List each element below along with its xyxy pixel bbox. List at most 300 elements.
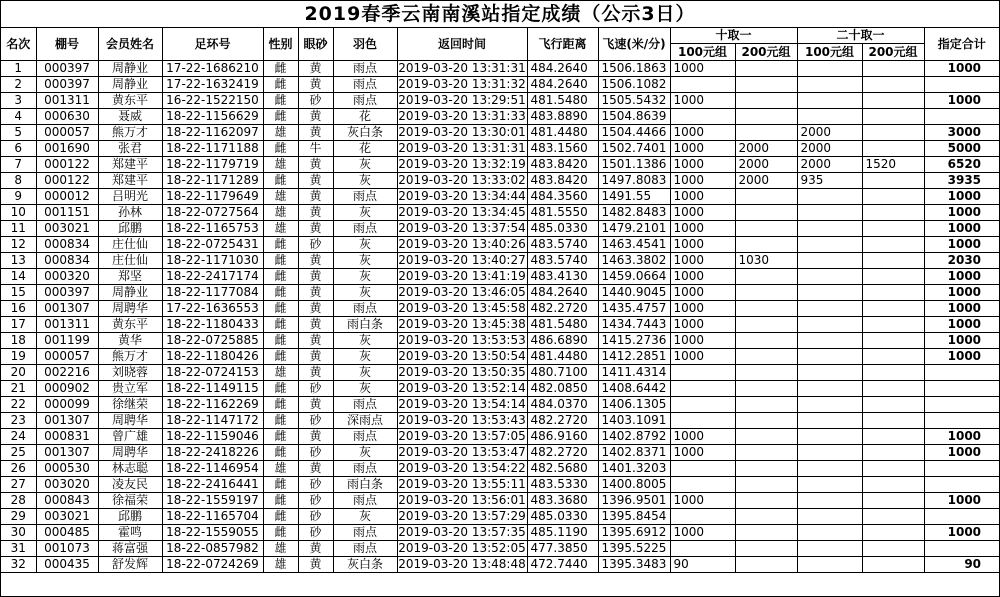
- total-cell: 1000: [924, 525, 999, 541]
- shed-cell: 001073: [36, 541, 98, 557]
- total-cell: [924, 509, 999, 525]
- sex-cell: 雌: [263, 349, 298, 365]
- g10-100-cell: 90: [670, 557, 735, 573]
- return-time-cell: 2019-03-20 13:40:27: [398, 253, 526, 267]
- g10-100-cell: [670, 365, 735, 381]
- shed-cell: 000320: [36, 269, 98, 285]
- rank-cell: 4: [1, 109, 36, 125]
- rank-cell: 24: [1, 429, 36, 445]
- rank-cell: 30: [1, 525, 36, 541]
- g10-200-cell: [735, 205, 797, 221]
- g10-100-cell: [670, 109, 735, 125]
- ring-number-cell: 18-22-1180426: [162, 349, 263, 365]
- feather-color-cell: 雨点: [333, 461, 397, 477]
- g10-200-cell: [735, 477, 797, 493]
- speed-cell: 1395.8454: [598, 509, 670, 525]
- sex-cell: 雌: [263, 333, 298, 349]
- distance-cell: 484.2640: [527, 285, 598, 301]
- rank-cell: 3: [1, 93, 36, 109]
- g20-200-cell: [862, 349, 924, 365]
- feather-color-cell: 灰白条: [333, 557, 397, 573]
- table-row: [1, 381, 999, 397]
- g10-100-cell: 1000: [670, 333, 735, 349]
- return-time-cell: 2019-03-20 13:31:33: [398, 109, 526, 123]
- rank-cell: 2: [1, 77, 36, 93]
- rank-cell: 20: [1, 365, 36, 381]
- ring-number-cell: 18-22-0725431: [162, 237, 263, 253]
- rank-cell: 25: [1, 445, 36, 461]
- g10-200-cell: [735, 189, 797, 205]
- member-name-cell: 孙林: [98, 205, 162, 221]
- eye-cell: 黄: [298, 269, 333, 285]
- total-cell: [924, 77, 999, 93]
- table-row: [1, 541, 999, 557]
- return-time-cell: 2019-03-20 13:50:54: [398, 349, 526, 363]
- g10-200-cell: [735, 125, 797, 141]
- feather-color-cell: 灰: [333, 173, 397, 189]
- return-time-cell: 2019-03-20 13:57:29: [398, 509, 526, 523]
- g20-100-cell: [797, 237, 862, 253]
- sex-cell: 雌: [263, 93, 298, 109]
- shed-cell: 000122: [36, 173, 98, 189]
- total-cell: 1000: [924, 333, 999, 349]
- shed-cell: 000831: [36, 429, 98, 445]
- header-group-10: 十取一: [670, 28, 797, 44]
- feather-color-cell: 灰: [333, 285, 397, 301]
- g10-200-cell: [735, 493, 797, 509]
- g10-200-cell: [735, 301, 797, 317]
- total-cell: 2030: [924, 253, 999, 269]
- g10-200-cell: [735, 381, 797, 397]
- header-shed: 棚号: [36, 28, 98, 61]
- return-time-cell: 2019-03-20 13:48:48: [398, 557, 526, 571]
- speed-cell: 1506.1863: [598, 61, 670, 77]
- shed-cell: 001307: [36, 413, 98, 429]
- distance-cell: 477.3850: [527, 541, 598, 557]
- g10-100-cell: 1000: [670, 493, 735, 509]
- g10-100-cell: 1000: [670, 61, 735, 77]
- speed-cell: 1395.3483: [598, 557, 670, 573]
- g20-100-cell: [797, 285, 862, 301]
- total-cell: [924, 477, 999, 493]
- g20-200-cell: [862, 317, 924, 333]
- g20-100-cell: 2000: [797, 125, 862, 141]
- g10-100-cell: 1000: [670, 189, 735, 205]
- sex-cell: 雌: [263, 477, 298, 493]
- speed-cell: 1435.4757: [598, 301, 670, 317]
- g10-200-cell: [735, 333, 797, 349]
- g20-100-cell: [797, 493, 862, 509]
- g10-200-cell: 2000: [735, 173, 797, 189]
- g20-100-cell: [797, 365, 862, 381]
- feather-color-cell: 雨点: [333, 493, 397, 509]
- g10-200-cell: [735, 93, 797, 109]
- g10-200-cell: [735, 237, 797, 253]
- ring-number-cell: 18-22-1146954: [162, 461, 263, 477]
- total-cell: 5000: [924, 141, 999, 157]
- rank-cell: 29: [1, 509, 36, 525]
- eye-cell: 砂: [298, 445, 333, 461]
- return-time-cell: 2019-03-20 13:31:32: [398, 77, 526, 91]
- table-row: [1, 525, 999, 541]
- table-row: [1, 285, 999, 301]
- speed-cell: 1463.4541: [598, 237, 670, 253]
- shed-cell: 001311: [36, 317, 98, 333]
- header-g20-200: 200元组: [862, 44, 924, 61]
- g10-100-cell: 1000: [670, 173, 735, 189]
- g10-100-cell: 1000: [670, 237, 735, 253]
- g20-100-cell: [797, 413, 862, 429]
- speed-cell: 1395.5225: [598, 541, 670, 557]
- return-time-cell: 2019-03-20 13:32:19: [398, 157, 526, 171]
- rank-cell: 5: [1, 125, 36, 141]
- g10-200-cell: [735, 525, 797, 541]
- eye-cell: 砂: [298, 93, 333, 109]
- shed-cell: 002216: [36, 365, 98, 381]
- g10-100-cell: 1000: [670, 253, 735, 269]
- eye-cell: 黄: [298, 285, 333, 301]
- feather-color-cell: 灰: [333, 157, 397, 173]
- sex-cell: 雌: [263, 429, 298, 445]
- sex-cell: 雌: [263, 109, 298, 125]
- shed-cell: 001307: [36, 301, 98, 317]
- rank-cell: 32: [1, 557, 36, 573]
- rank-cell: 14: [1, 269, 36, 285]
- rank-cell: 6: [1, 141, 36, 157]
- return-time-cell: 2019-03-20 13:50:35: [398, 365, 526, 379]
- speed-cell: 1434.7443: [598, 317, 670, 333]
- return-time-cell: 2019-03-20 13:31:31: [398, 61, 526, 75]
- distance-cell: 481.5480: [527, 93, 598, 109]
- shed-cell: 003021: [36, 221, 98, 237]
- feather-color-cell: 灰白条: [333, 125, 397, 141]
- shed-cell: 000012: [36, 189, 98, 205]
- distance-cell: 483.5740: [527, 237, 598, 253]
- g20-100-cell: [797, 189, 862, 205]
- member-name-cell: 庄仕仙: [98, 253, 162, 269]
- member-name-cell: 霍鸣: [98, 525, 162, 541]
- g20-200-cell: [862, 205, 924, 221]
- header-member: 会员姓名: [98, 28, 162, 61]
- sex-cell: 雌: [263, 397, 298, 413]
- g10-200-cell: [735, 557, 797, 573]
- speed-cell: 1408.6442: [598, 381, 670, 397]
- shed-cell: 000435: [36, 557, 98, 573]
- speed-cell: 1501.1386: [598, 157, 670, 173]
- g20-200-cell: [862, 445, 924, 461]
- g10-200-cell: [735, 541, 797, 557]
- table-row: [1, 141, 999, 157]
- g10-100-cell: 1000: [670, 157, 735, 173]
- eye-cell: 黄: [298, 109, 333, 125]
- feather-color-cell: 灰: [333, 269, 397, 285]
- distance-cell: 483.4130: [527, 269, 598, 285]
- ring-number-cell: 18-22-0857982: [162, 541, 263, 557]
- g10-200-cell: [735, 461, 797, 477]
- distance-cell: 482.2720: [527, 445, 598, 461]
- feather-color-cell: 雨点: [333, 541, 397, 557]
- g20-200-cell: [862, 269, 924, 285]
- shed-cell: 000630: [36, 109, 98, 125]
- ring-number-cell: 18-22-0727564: [162, 205, 263, 221]
- eye-cell: 砂: [298, 413, 333, 429]
- total-cell: 1000: [924, 61, 999, 77]
- speed-cell: 1491.55: [598, 189, 670, 205]
- ring-number-cell: 18-22-2416441: [162, 477, 263, 493]
- eye-cell: 黄: [298, 125, 333, 141]
- eye-cell: 牛: [298, 141, 333, 157]
- g10-200-cell: [735, 429, 797, 445]
- shed-cell: 000834: [36, 237, 98, 253]
- sex-cell: 雌: [263, 173, 298, 189]
- shed-cell: 003021: [36, 509, 98, 525]
- rank-cell: 28: [1, 493, 36, 509]
- g10-200-cell: [735, 221, 797, 237]
- distance-cell: 483.5330: [527, 477, 598, 493]
- shed-cell: 000397: [36, 285, 98, 301]
- rank-cell: 31: [1, 541, 36, 557]
- g20-100-cell: [797, 541, 862, 557]
- ring-number-cell: 17-22-1632419: [162, 77, 263, 93]
- distance-cell: 485.0330: [527, 221, 598, 237]
- table-row: [1, 333, 999, 349]
- g20-100-cell: 2000: [797, 157, 862, 173]
- shed-cell: 001690: [36, 141, 98, 157]
- sex-cell: 雌: [263, 493, 298, 509]
- results-body: [1, 61, 999, 573]
- total-cell: [924, 413, 999, 429]
- feather-color-cell: 灰: [333, 445, 397, 461]
- return-time-cell: 2019-03-20 13:33:02: [398, 173, 526, 187]
- return-time-cell: 2019-03-20 13:53:53: [398, 333, 526, 347]
- table-row: [1, 93, 999, 109]
- total-cell: 1000: [924, 429, 999, 445]
- return-time-cell: 2019-03-20 13:34:45: [398, 205, 526, 219]
- sex-cell: 雄: [263, 541, 298, 557]
- member-name-cell: 曾广雄: [98, 429, 162, 445]
- eye-cell: 黄: [298, 333, 333, 349]
- table-row: [1, 221, 999, 237]
- table-row: [1, 349, 999, 365]
- g10-100-cell: 1000: [670, 205, 735, 221]
- g20-100-cell: [797, 77, 862, 93]
- distance-cell: 480.7100: [527, 365, 598, 381]
- g20-200-cell: [862, 109, 924, 125]
- speed-cell: 1402.8371: [598, 445, 670, 461]
- shed-cell: 001151: [36, 205, 98, 221]
- table-row: [1, 77, 999, 93]
- g20-200-cell: [862, 541, 924, 557]
- rank-cell: 12: [1, 237, 36, 253]
- g10-100-cell: [670, 413, 735, 429]
- g10-200-cell: [735, 61, 797, 77]
- feather-color-cell: 花: [333, 141, 397, 157]
- g10-200-cell: [735, 285, 797, 301]
- member-name-cell: 周聘华: [98, 445, 162, 461]
- eye-cell: 黄: [298, 61, 333, 77]
- ring-number-cell: 18-22-2417174: [162, 269, 263, 285]
- distance-cell: 472.7440: [527, 557, 598, 573]
- total-cell: 1000: [924, 205, 999, 221]
- g20-100-cell: [797, 509, 862, 525]
- return-time-cell: 2019-03-20 13:57:35: [398, 525, 526, 539]
- total-cell: 1000: [924, 301, 999, 317]
- member-name-cell: 熊万才: [98, 125, 162, 141]
- ring-number-cell: 18-22-1171289: [162, 173, 263, 189]
- ring-number-cell: 18-22-1149115: [162, 381, 263, 397]
- header-distance: 飞行距离: [527, 28, 598, 61]
- member-name-cell: 郑建平: [98, 173, 162, 189]
- total-cell: 90: [924, 557, 999, 573]
- eye-cell: 砂: [298, 493, 333, 509]
- g20-100-cell: [797, 221, 862, 237]
- return-time-cell: 2019-03-20 13:41:19: [398, 269, 526, 283]
- g20-100-cell: [797, 333, 862, 349]
- rank-cell: 16: [1, 301, 36, 317]
- feather-color-cell: 雨点: [333, 397, 397, 413]
- g10-100-cell: [670, 509, 735, 525]
- shed-cell: 000843: [36, 493, 98, 509]
- ring-number-cell: 18-22-1180433: [162, 317, 263, 333]
- distance-cell: 481.4480: [527, 125, 598, 141]
- rank-cell: 1: [1, 61, 36, 77]
- table-row: [1, 173, 999, 189]
- table-row: [1, 493, 999, 509]
- distance-cell: 484.2640: [527, 77, 598, 93]
- total-cell: 1000: [924, 285, 999, 301]
- return-time-cell: 2019-03-20 13:53:43: [398, 413, 526, 427]
- shed-cell: 000485: [36, 525, 98, 541]
- member-name-cell: 林志聪: [98, 461, 162, 477]
- eye-cell: 砂: [298, 477, 333, 493]
- g10-100-cell: 1000: [670, 445, 735, 461]
- shed-cell: 000530: [36, 461, 98, 477]
- eye-cell: 黄: [298, 77, 333, 93]
- g20-100-cell: [797, 349, 862, 365]
- sex-cell: 雌: [263, 317, 298, 333]
- speed-cell: 1401.3203: [598, 461, 670, 477]
- feather-color-cell: 雨点: [333, 221, 397, 237]
- return-time-cell: 2019-03-20 13:37:54: [398, 221, 526, 235]
- g10-100-cell: [670, 381, 735, 397]
- results-table: [1, 28, 999, 573]
- eye-cell: 黄: [298, 189, 333, 205]
- table-row: [1, 413, 999, 429]
- g10-100-cell: 1000: [670, 285, 735, 301]
- rank-cell: 10: [1, 205, 36, 221]
- ring-number-cell: 18-22-1179719: [162, 157, 263, 173]
- shed-cell: 001199: [36, 333, 98, 349]
- g10-100-cell: 1000: [670, 125, 735, 141]
- g20-100-cell: [797, 205, 862, 221]
- g20-100-cell: [797, 317, 862, 333]
- ring-number-cell: 18-22-1162269: [162, 397, 263, 413]
- feather-color-cell: 灰: [333, 333, 397, 349]
- sex-cell: 雌: [263, 445, 298, 461]
- g10-200-cell: 1030: [735, 253, 797, 269]
- return-time-cell: 2019-03-20 13:29:51: [398, 93, 526, 107]
- table-row: [1, 157, 999, 173]
- sex-cell: 雄: [263, 157, 298, 173]
- table-row: [1, 397, 999, 413]
- member-name-cell: 郑坚: [98, 269, 162, 285]
- eye-cell: 砂: [298, 509, 333, 525]
- g20-200-cell: [862, 413, 924, 429]
- g20-100-cell: [797, 445, 862, 461]
- member-name-cell: 邱鹏: [98, 509, 162, 525]
- distance-cell: 486.6890: [527, 333, 598, 349]
- ring-number-cell: 18-22-1177084: [162, 285, 263, 301]
- feather-color-cell: 雨点: [333, 189, 397, 205]
- feather-color-cell: 灰: [333, 349, 397, 365]
- shed-cell: 000122: [36, 157, 98, 173]
- sex-cell: 雄: [263, 125, 298, 141]
- member-name-cell: 黄华: [98, 333, 162, 349]
- speed-cell: 1497.8083: [598, 173, 670, 189]
- eye-cell: 黄: [298, 157, 333, 173]
- member-name-cell: 邱鹏: [98, 221, 162, 237]
- sex-cell: 雄: [263, 221, 298, 237]
- feather-color-cell: 雨点: [333, 429, 397, 445]
- eye-cell: 黄: [298, 541, 333, 557]
- speed-cell: 1505.5432: [598, 93, 670, 109]
- sex-cell: 雌: [263, 285, 298, 301]
- g20-100-cell: [797, 301, 862, 317]
- ring-number-cell: 16-22-1522150: [162, 93, 263, 109]
- member-name-cell: 张君: [98, 141, 162, 157]
- total-cell: 1000: [924, 445, 999, 461]
- eye-cell: 黄: [298, 205, 333, 221]
- g20-200-cell: [862, 189, 924, 205]
- eye-cell: 砂: [298, 237, 333, 253]
- distance-cell: 483.3680: [527, 493, 598, 509]
- speed-cell: 1406.1305: [598, 397, 670, 413]
- rank-cell: 17: [1, 317, 36, 333]
- feather-color-cell: 灰: [333, 253, 397, 269]
- eye-cell: 砂: [298, 381, 333, 397]
- feather-color-cell: 雨点: [333, 61, 397, 77]
- g10-200-cell: [735, 509, 797, 525]
- shed-cell: 001307: [36, 445, 98, 461]
- shed-cell: 000397: [36, 61, 98, 77]
- eye-cell: 黄: [298, 253, 333, 269]
- return-time-cell: 2019-03-20 13:57:05: [398, 429, 526, 443]
- g10-100-cell: [670, 397, 735, 413]
- member-name-cell: 徐福荣: [98, 493, 162, 509]
- sex-cell: 雌: [263, 141, 298, 157]
- g10-200-cell: [735, 413, 797, 429]
- sex-cell: 雌: [263, 301, 298, 317]
- return-time-cell: 2019-03-20 13:31:31: [398, 141, 526, 155]
- return-time-cell: 2019-03-20 13:52:14: [398, 381, 526, 395]
- page-title: 2019春季云南南溪站指定成绩（公示3日）: [1, 1, 999, 28]
- g20-200-cell: [862, 237, 924, 253]
- ring-number-cell: 18-22-1156629: [162, 109, 263, 125]
- g10-200-cell: [735, 317, 797, 333]
- table-row: [1, 189, 999, 205]
- return-time-cell: 2019-03-20 13:55:11: [398, 477, 526, 491]
- eye-cell: 砂: [298, 525, 333, 541]
- member-name-cell: 熊万才: [98, 349, 162, 365]
- feather-color-cell: 雨点: [333, 301, 397, 317]
- feather-color-cell: 雨点: [333, 525, 397, 541]
- ring-number-cell: 18-22-1147172: [162, 413, 263, 429]
- speed-cell: 1502.7401: [598, 141, 670, 157]
- table-row: [1, 205, 999, 221]
- g10-100-cell: 1000: [670, 221, 735, 237]
- g20-200-cell: [862, 429, 924, 445]
- g10-100-cell: [670, 77, 735, 93]
